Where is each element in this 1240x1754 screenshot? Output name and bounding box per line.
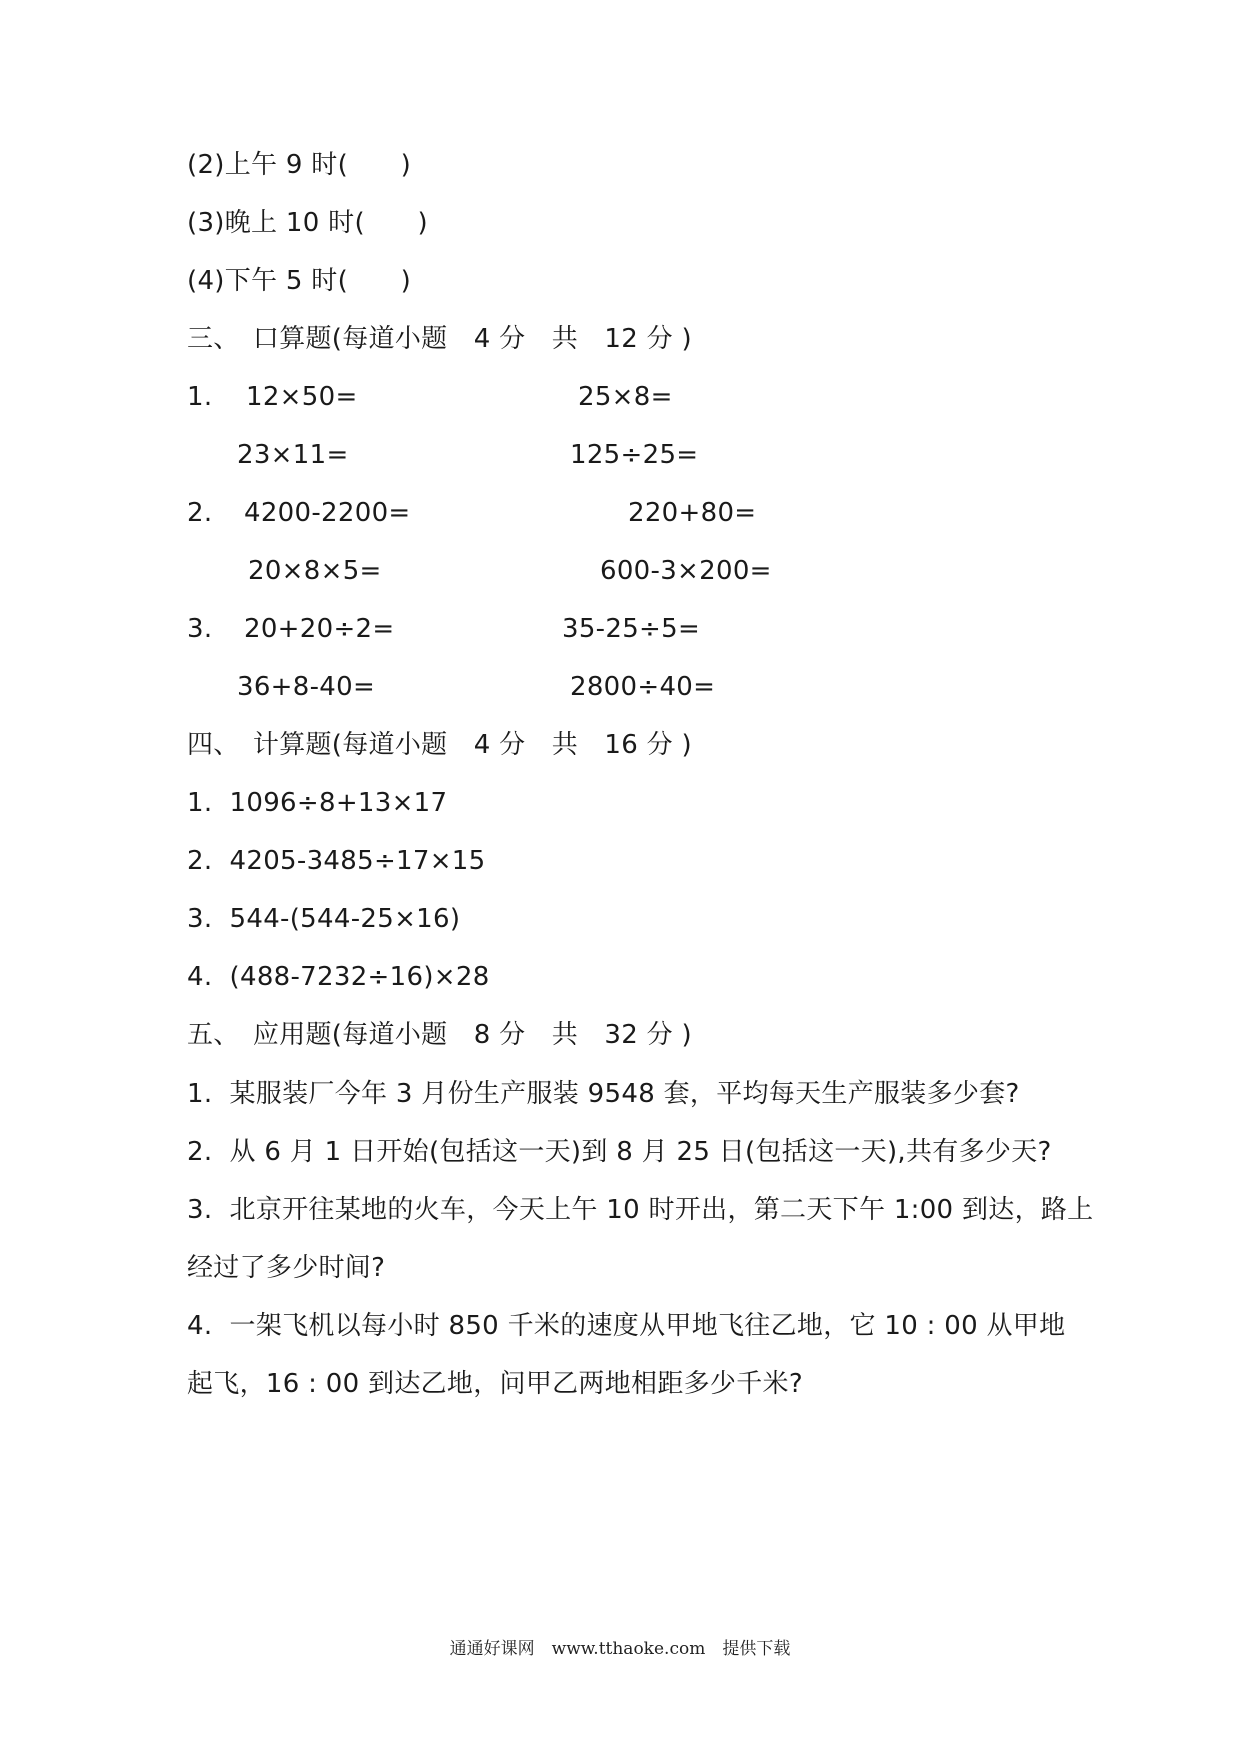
s3-row2-right: 125÷25= <box>570 440 699 470</box>
s5-line-6: 起飞，16 : 00 到达乙地，问甲乙两地相距多少千米? <box>187 1369 803 1399</box>
s4-item-2: 2. 4205-3485÷17×15 <box>187 846 486 876</box>
s4-item-4: 4. (488-7232÷16)×28 <box>187 962 490 992</box>
section-4-heading: 四、 计算题(每道小题 4 分 共 16 分 ) <box>187 730 692 760</box>
s3-row1-num: 1. <box>187 382 213 412</box>
s5-line-5: 4. 一架飞机以每小时 850 千米的速度从甲地飞往乙地，它 10 : 00 从甲地 <box>187 1311 1066 1341</box>
s4-item-1: 1. 1096÷8+13×17 <box>187 788 448 818</box>
s3-row3-right: 220+80= <box>628 498 757 528</box>
s3-row6-right: 2800÷40= <box>570 672 716 702</box>
s5-line-3: 3. 北京开往某地的火车，今天上午 10 时开出，第二天下午 1:00 到达，路上 <box>187 1195 1094 1225</box>
page-footer: 通通好课网 www.tthaoke.com 提供下载 <box>449 1639 791 1659</box>
s3-row5-left: 20+20÷2= <box>244 614 395 644</box>
s5-line-4: 经过了多少时间? <box>187 1253 386 1283</box>
section-5-heading: 五、 应用题(每道小题 8 分 共 32 分 ) <box>187 1020 692 1050</box>
s5-line-1: 1. 某服装厂今年 3 月份生产服装 9548 套，平均每天生产服装多少套? <box>187 1079 1020 1109</box>
section-3-heading: 三、 口算题(每道小题 4 分 共 12 分 ) <box>187 324 692 354</box>
s3-row5-num: 3. <box>187 614 213 644</box>
s3-row1-right: 25×8= <box>578 382 673 412</box>
s3-row3-num: 2. <box>187 498 213 528</box>
s3-row4-right: 600-3×200= <box>600 556 772 586</box>
s4-item-3: 3. 544-(544-25×16) <box>187 904 461 934</box>
s3-row1-left: 12×50= <box>246 382 358 412</box>
s3-row6-left: 36+8-40= <box>237 672 376 702</box>
time-question-3: (3)晚上 10 时( ) <box>187 208 428 238</box>
s3-row5-right: 35-25÷5= <box>562 614 701 644</box>
time-question-2: (2)上午 9 时( ) <box>187 150 412 180</box>
s3-row3-left: 4200-2200= <box>244 498 411 528</box>
s3-row2-left: 23×11= <box>237 440 349 470</box>
time-question-4: (4)下午 5 时( ) <box>187 266 412 296</box>
s5-line-2: 2. 从 6 月 1 日开始(包括这一天)到 8 月 25 日(包括这一天),共有多少天? <box>187 1137 1052 1167</box>
s3-row4-left: 20×8×5= <box>248 556 382 586</box>
